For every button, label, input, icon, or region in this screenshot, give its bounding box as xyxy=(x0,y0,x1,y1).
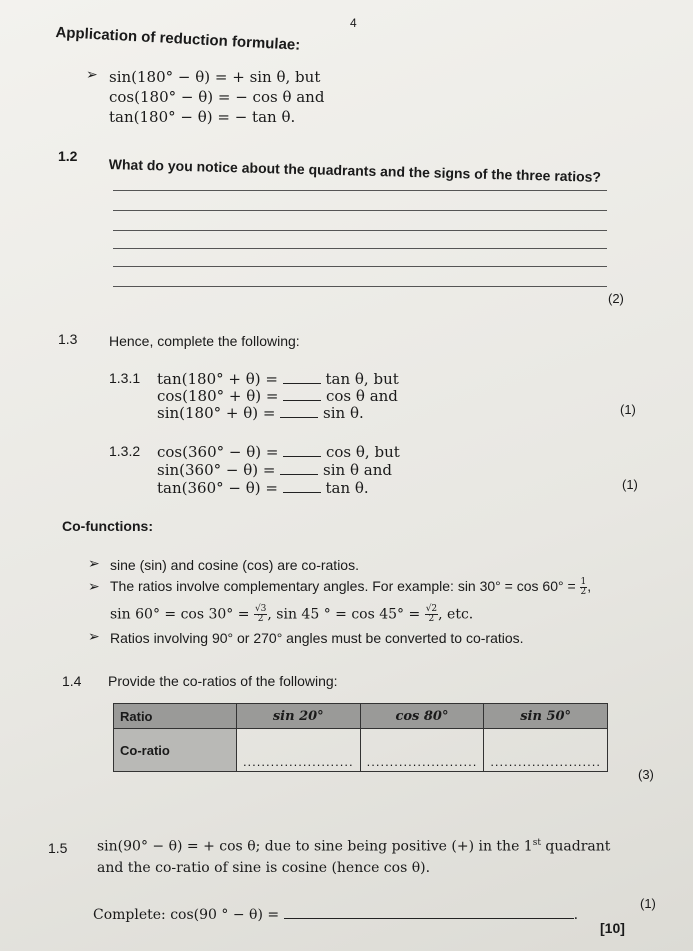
bullet-arrow-icon: ➢ xyxy=(86,66,98,82)
table-header-row xyxy=(114,704,608,729)
q1-3-2-line-3: tan(360° − θ) = tan θ. xyxy=(157,479,369,497)
q1-3-1-line-2: cos(180° + θ) = cos θ and xyxy=(157,387,398,405)
blank-4[interactable] xyxy=(283,444,321,457)
q1-5-mark: (1) xyxy=(640,896,656,911)
page-number: 4 xyxy=(350,16,357,30)
q1-4-mark: (3) xyxy=(638,767,654,782)
cofunctions-examples: sin 60° = cos 30° = $\frac{√3}{2}$ , sin 45 ° = cos 45° = $\frac{√2}{2}$ , etc. xyxy=(110,604,474,624)
q1-4-text: Provide the co-ratios of the following: xyxy=(108,673,338,689)
total-mark: [10] xyxy=(600,920,625,936)
q1-3-2-line-2: sin(360° − θ) = sin θ and xyxy=(157,461,392,479)
cofunctions-point-2: The ratios involve complementary angles. For example: sin 30° = cos 60° = $\frac{1}{2}$ , xyxy=(110,577,592,597)
blank-3[interactable] xyxy=(280,405,318,418)
q1-4-number: 1.4 xyxy=(62,673,82,689)
table-header-cell: cos 80° xyxy=(360,704,484,729)
q1-3-2-number: 1.3.2 xyxy=(109,443,141,459)
cofunctions-point-3: Ratios involving 90° or 270° angles must be converted to co-ratios. xyxy=(110,630,524,646)
q1-3-1-line-1: tan(180° + θ) = tan θ, but xyxy=(157,370,399,388)
answer-cell[interactable]: ........................ xyxy=(360,729,484,772)
blank-1[interactable] xyxy=(283,371,321,384)
q1-5-complete: Complete: cos(90 ° − θ) = . xyxy=(93,907,579,923)
q1-3-number: 1.3 xyxy=(58,331,78,347)
q1-5-number: 1.5 xyxy=(48,840,68,856)
q1-3-1-mark: (1) xyxy=(620,402,636,417)
formula-cos: cos(180° − θ) = − cos θ and xyxy=(109,88,325,106)
q1-3-2-mark: (1) xyxy=(622,477,638,492)
blank-5[interactable] xyxy=(280,462,318,475)
q1-3-1-line-3: sin(180° + θ) = sin θ. xyxy=(157,404,364,422)
q1-3-2-line-1: cos(360° − θ) = cos θ, but xyxy=(157,443,400,461)
answer-cell[interactable]: ........................ xyxy=(484,729,608,772)
q1-3-text: Hence, complete the following: xyxy=(109,333,300,349)
q1-3-1-number: 1.3.1 xyxy=(109,370,141,386)
blank-6[interactable] xyxy=(283,480,321,493)
cofunctions-heading: Co-functions: xyxy=(62,518,153,534)
coratio-table xyxy=(113,703,608,772)
q1-2-number: 1.2 xyxy=(58,148,78,164)
answer-lines-q1-2[interactable] xyxy=(113,190,607,296)
answer-cell[interactable]: ........................ xyxy=(236,729,360,772)
q1-2-mark: (2) xyxy=(608,291,624,306)
q1-5-line-1: sin(90° − θ) = + cos θ; due to sine being positive (+) in the 1st quadrant xyxy=(97,838,611,855)
table-row xyxy=(114,729,608,772)
bullet-arrow-icon: ➢ xyxy=(88,555,100,571)
table-header-cell: Ratio xyxy=(114,704,237,729)
answer-line-q1-5[interactable] xyxy=(284,906,574,919)
section-title: Application of reduction formulae: xyxy=(55,24,301,54)
table-row-label: Co-ratio xyxy=(114,729,237,772)
formula-tan: tan(180° − θ) = − tan θ. xyxy=(109,108,296,126)
bullet-arrow-icon: ➢ xyxy=(88,628,100,644)
q1-5-line-2: and the co-ratio of sine is cosine (hence cos θ). xyxy=(97,860,431,876)
table-header-cell: sin 50° xyxy=(484,704,608,729)
q1-2-text: What do you notice about the quadrants and the signs of the three ratios? xyxy=(108,156,602,185)
blank-2[interactable] xyxy=(283,388,321,401)
table-header-cell: sin 20° xyxy=(236,704,360,729)
formula-sin: sin(180° − θ) = + sin θ, but xyxy=(109,68,321,86)
cofunctions-point-1: sine (sin) and cosine (cos) are co-ratios. xyxy=(110,557,359,573)
bullet-arrow-icon: ➢ xyxy=(88,578,100,594)
